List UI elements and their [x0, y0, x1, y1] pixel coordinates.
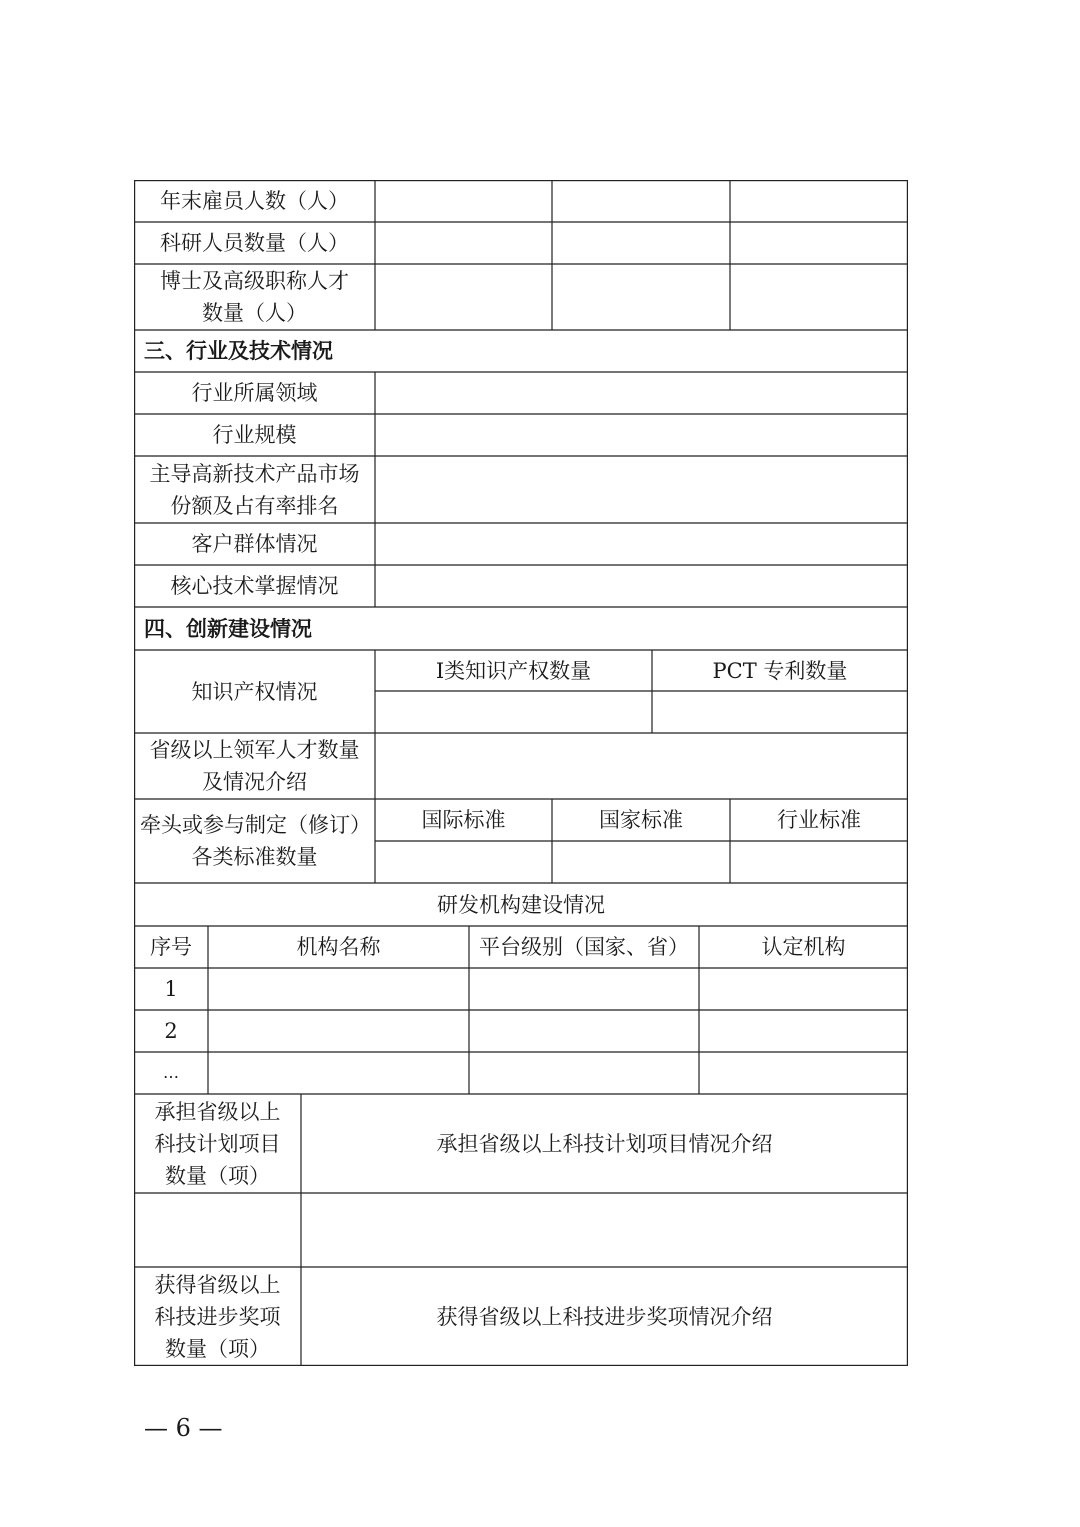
input-cell[interactable] [730, 222, 908, 264]
input-cell[interactable] [134, 1193, 301, 1267]
input-cell[interactable] [375, 691, 652, 733]
input-cell[interactable] [552, 222, 730, 264]
input-cell[interactable] [375, 222, 552, 264]
rnd-institutions-title: 研发机构建设情况 [437, 892, 605, 917]
input-cell[interactable] [730, 841, 908, 883]
input-cell[interactable] [375, 565, 908, 607]
section-heading-innovation: 四、创新建设情况 [144, 616, 312, 641]
column-header-certifying-body: 认定机构 [761, 935, 846, 959]
header-industry-standard: 行业标准 [777, 808, 861, 832]
label-product-market-share: 主导高新技术产品市场 份额及占有率排名 [149, 461, 360, 518]
input-cell[interactable] [375, 733, 908, 799]
column-header-seq: 序号 [150, 935, 192, 959]
input-cell[interactable] [469, 1052, 699, 1094]
label-leading-talent: 省级以上领军人才数量 及情况介绍 [149, 738, 360, 794]
input-cell[interactable] [375, 264, 552, 330]
label-year-end-employees: 年末雇员人数（人） [160, 189, 349, 213]
page-number: — 6 — [144, 1414, 223, 1442]
header-pct-patent-count: PCT 专利数量 [712, 658, 848, 683]
input-cell[interactable] [552, 841, 730, 883]
input-cell[interactable] [699, 1010, 908, 1052]
input-cell[interactable] [208, 1010, 469, 1052]
input-cell[interactable] [552, 180, 730, 222]
input-cell[interactable] [375, 414, 908, 456]
label-standards-count: 牵头或参与制定（修订） 各类标准数量 [140, 813, 371, 869]
input-cell[interactable] [652, 691, 908, 733]
section-heading-industry-tech: 三、行业及技术情况 [144, 339, 333, 363]
input-cell[interactable] [730, 264, 908, 330]
input-cell[interactable] [730, 180, 908, 222]
header-international-standard: 国际标准 [421, 808, 506, 832]
input-cell[interactable] [375, 456, 908, 523]
label-phd-talent: 博士及高级职称人才 数量（人） [160, 269, 349, 325]
label-customer-groups: 客户群体情况 [191, 532, 318, 556]
table-row-seq: … [163, 1063, 179, 1082]
input-cell[interactable] [375, 180, 552, 222]
header-national-standard: 国家标准 [599, 808, 683, 832]
label-ip-status: 知识产权情况 [191, 679, 318, 704]
input-cell[interactable] [375, 523, 908, 565]
input-cell[interactable] [375, 841, 552, 883]
label-industry-field: 行业所属领域 [191, 381, 318, 405]
label-researchers: 科研人员数量（人） [160, 231, 349, 255]
input-cell[interactable] [208, 968, 469, 1010]
table-row-seq: 2 [164, 1019, 178, 1043]
column-header-platform-level: 平台级别（国家、省） [479, 935, 689, 959]
input-cell[interactable] [301, 1193, 908, 1267]
input-cell[interactable] [469, 968, 699, 1010]
input-cell[interactable] [208, 1052, 469, 1094]
column-header-institution-name: 机构名称 [296, 935, 381, 959]
label-projects-count: 承担省级以上 科技计划项目 数量（项） [154, 1099, 281, 1188]
label-core-technology: 核心技术掌握情况 [170, 574, 339, 598]
label-industry-scale: 行业规模 [212, 423, 297, 447]
input-cell[interactable] [552, 264, 730, 330]
header-projects-intro: 承担省级以上科技计划项目情况介绍 [436, 1131, 773, 1156]
label-awards-count: 获得省级以上 科技进步奖项 数量（项） [154, 1272, 281, 1361]
input-cell[interactable] [699, 968, 908, 1010]
input-cell[interactable] [699, 1052, 908, 1094]
input-cell[interactable] [375, 372, 908, 414]
application-form-table [134, 180, 908, 1366]
input-cell[interactable] [469, 1010, 699, 1052]
table-row-seq: 1 [164, 977, 178, 1001]
header-awards-intro: 获得省级以上科技进步奖项情况介绍 [436, 1304, 773, 1329]
header-class1-ip-count: Ⅰ类知识产权数量 [435, 658, 592, 683]
